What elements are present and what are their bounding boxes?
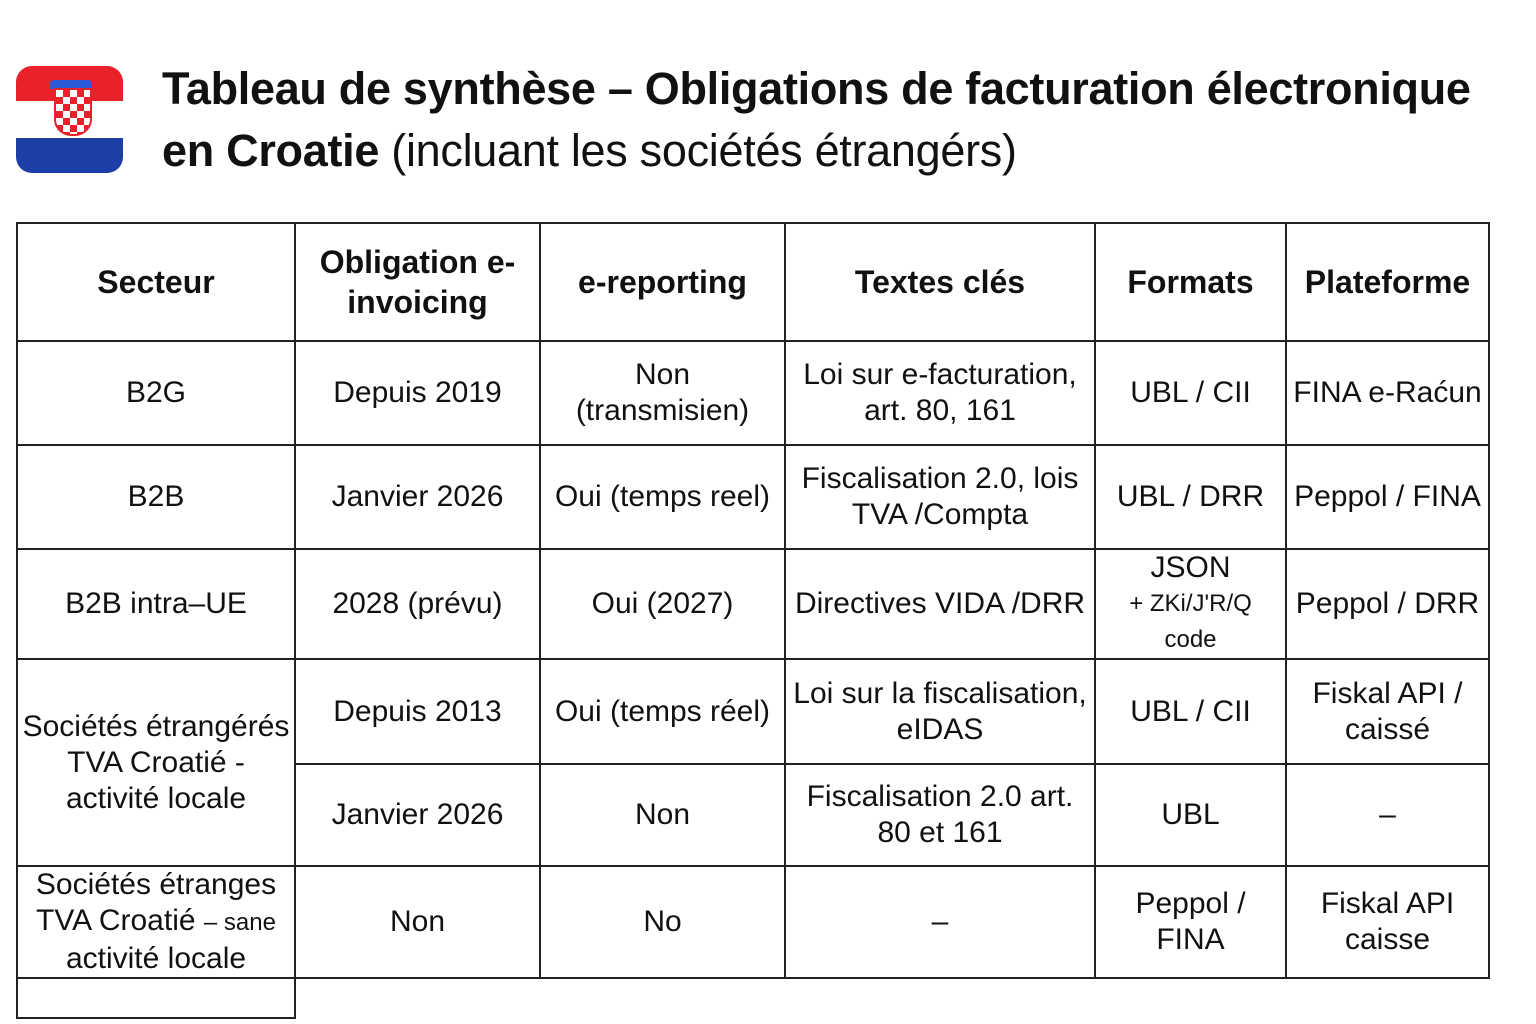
cell-formats-main: JSON (1150, 551, 1231, 584)
header-obligation: Obligation e-invoicing (295, 223, 540, 341)
cell-plateforme: Peppol / DRR (1286, 549, 1489, 659)
header-plateforme: Plateforme (1286, 223, 1489, 341)
table-header-row (17, 223, 1489, 341)
table-blank-area (295, 978, 1489, 1018)
table-row (17, 445, 1489, 549)
cell-formats: UBL / DRR (1095, 445, 1286, 549)
table-row (17, 866, 1489, 978)
cell-plateforme: Peppol / FINA (1286, 445, 1489, 549)
cell-formats-extra: + ZKi/J'R/Q code (1129, 590, 1252, 653)
cell-textes: Fiscalisation 2.0 art. 80 et 161 (785, 764, 1095, 866)
table-spacer-row (17, 978, 1489, 1018)
cell-secteur: Sociétés étrangérés TVA Croatié - activité locale (17, 659, 295, 866)
page-title-bold: Tableau de synthèse – Obligations de facturation électronique en Croatie (162, 63, 1471, 176)
cell-formats: Peppol / FINA (1095, 866, 1286, 978)
cell-reporting: Oui (2027) (540, 549, 785, 659)
cell-reporting: Non (540, 764, 785, 866)
table-row (17, 341, 1489, 445)
cell-textes: – (785, 866, 1095, 978)
cell-obligation: Depuis 2019 (295, 341, 540, 445)
flag-blue-band (16, 138, 123, 173)
cell-textes: Directives VIDA /DRR (785, 549, 1095, 659)
cell-formats: UBL / CII (1095, 341, 1286, 445)
cell-secteur-end: activité locale (65, 942, 247, 975)
cell-textes: Fiscalisation 2.0, lois TVA /Compta (785, 445, 1095, 549)
header-textes: Textes clés (785, 223, 1095, 341)
einvoicing-table (16, 222, 1490, 1019)
cell-reporting: No (540, 866, 785, 978)
cell-reporting: Oui (temps réel) (540, 659, 785, 764)
header-formats: Formats (1095, 223, 1286, 341)
table-row (17, 549, 1489, 659)
header-secteur: Secteur (17, 223, 295, 341)
checkered-shield-icon (54, 88, 92, 136)
cell-secteur: B2B (17, 445, 295, 549)
cell-reporting: Non (transmisien) (540, 341, 785, 445)
cell-formats: UBL (1095, 764, 1286, 866)
cell-obligation: Depuis 2013 (295, 659, 540, 764)
cell-plateforme: Fiskal API / caissé (1286, 659, 1489, 764)
cell-reporting: Oui (temps reel) (540, 445, 785, 549)
cell-secteur: B2B intra–UE (17, 549, 295, 659)
cell-obligation: Non (295, 866, 540, 978)
cell-textes: Loi sur e-facturation, art. 80, 161 (785, 341, 1095, 445)
header-reporting: e-reporting (540, 223, 785, 341)
cell-obligation: 2028 (prévu) (295, 549, 540, 659)
cell-plateforme: Fiskal API caisse (1286, 866, 1489, 978)
cell-secteur (17, 866, 295, 978)
cell-textes: Loi sur la fiscalisation, eIDAS (785, 659, 1095, 764)
table-row (17, 659, 1489, 764)
page-title-light: (incluant les sociétés étrangérs) (391, 125, 1017, 176)
cell-secteur: B2G (17, 341, 295, 445)
cell-secteur-tail: – sane (203, 909, 276, 936)
page-title (162, 58, 1502, 182)
croatia-flag-icon (16, 66, 123, 173)
cell-secteur-extension (17, 978, 295, 1018)
cell-obligation: Janvier 2026 (295, 764, 540, 866)
cell-formats: UBL / CII (1095, 659, 1286, 764)
cell-plateforme: FINA e-Raćun (1286, 341, 1489, 445)
cell-obligation: Janvier 2026 (295, 445, 540, 549)
cell-plateforme: – (1286, 764, 1489, 866)
cell-secteur-main: Sociétés étranges TVA Croatié (35, 868, 277, 937)
cell-formats (1095, 549, 1286, 659)
